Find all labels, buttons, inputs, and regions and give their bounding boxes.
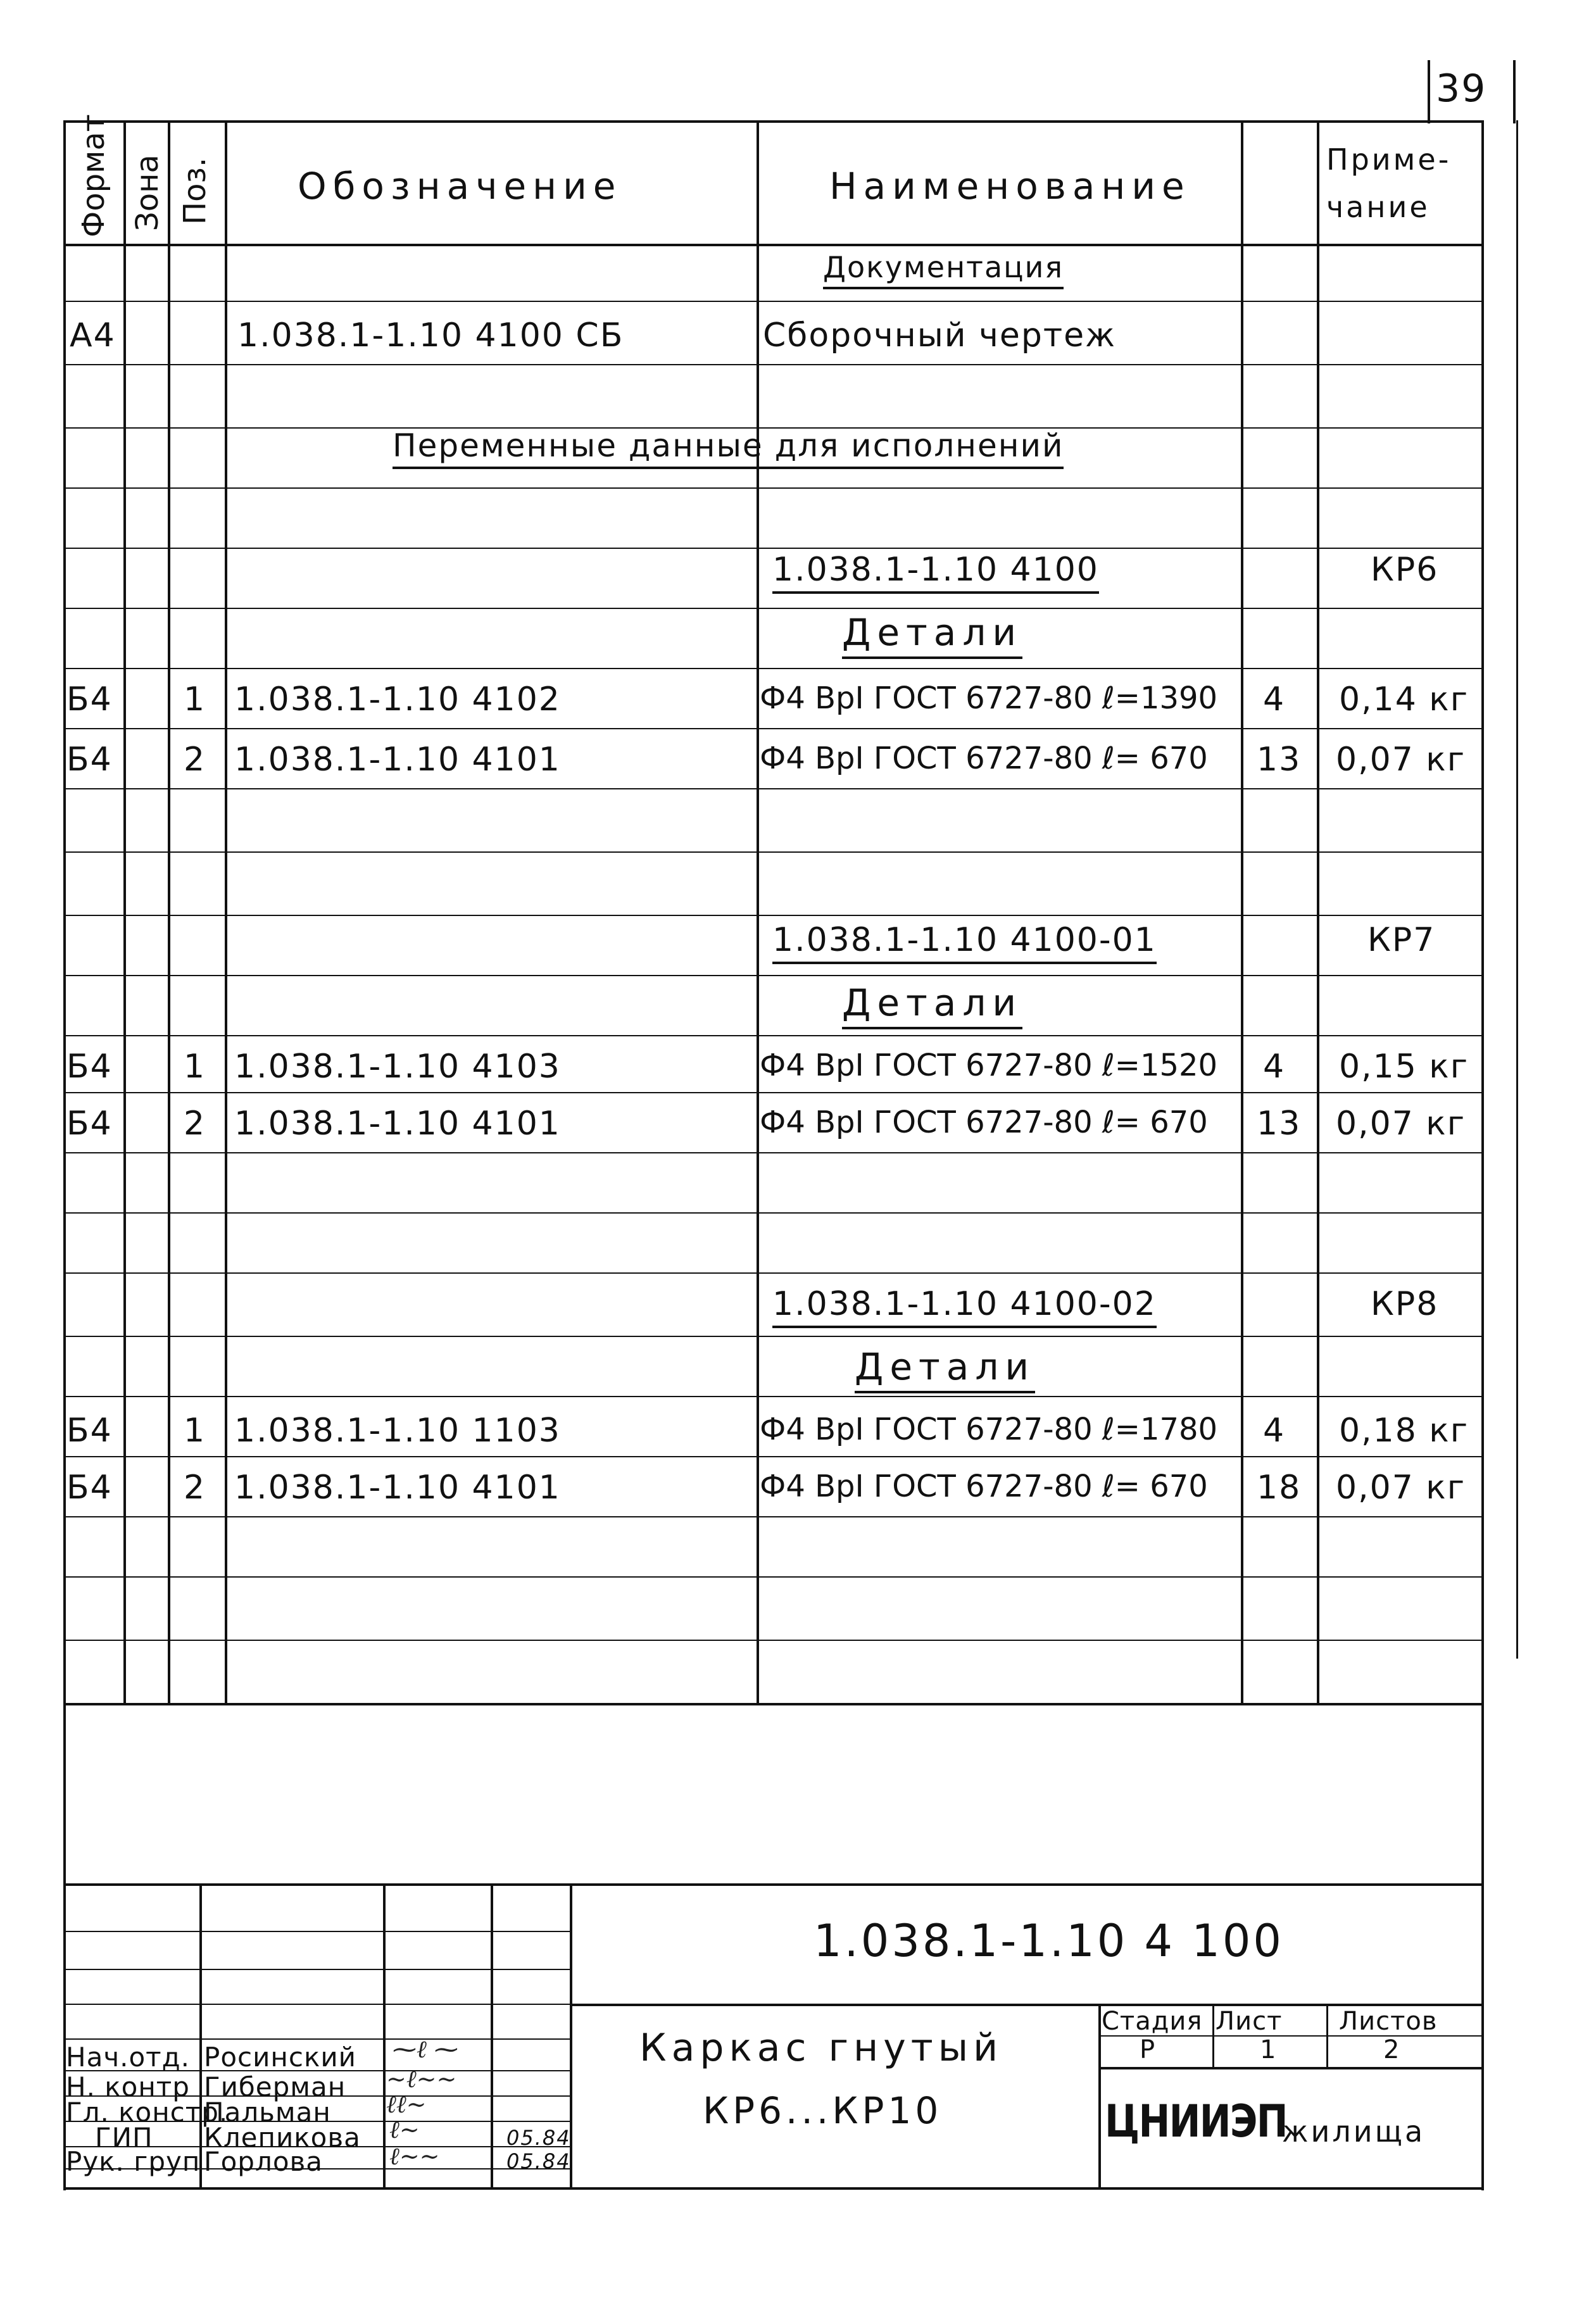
header-designation: Обозначение: [298, 165, 622, 208]
row-qty: 13: [1257, 1105, 1302, 1143]
doc-title-line-2: КР6...КР10: [703, 2089, 943, 2132]
row-designation: 1.038.1-1.10 4103: [234, 1048, 561, 1086]
row-pos: 1: [184, 681, 206, 719]
person-name: Пальман: [204, 2097, 331, 2128]
signature: ∼ℓ∼∼: [386, 2065, 457, 2093]
org-logo: ЦНИИЭП: [1105, 2095, 1287, 2147]
person-role: Н. контр: [66, 2071, 190, 2102]
row-note: 0,07 кг: [1336, 1105, 1466, 1143]
row-designation: 1.038.1-1.10 4102: [234, 681, 561, 719]
row-qty: 4: [1263, 1412, 1286, 1450]
doc-code: 1.038.1-1.10 4 100: [814, 1915, 1284, 1967]
person-role: Нач.отд.: [66, 2042, 191, 2073]
header-format: Формат: [76, 114, 111, 237]
sheet-value: 1: [1260, 2035, 1277, 2064]
person-role: ГИП: [95, 2122, 153, 2153]
header-note-2: чание: [1326, 190, 1430, 224]
person-role: Гл. констр.: [66, 2097, 229, 2128]
person-date: 05.84: [506, 2126, 571, 2150]
row-note: 0,07 кг: [1336, 1469, 1466, 1507]
row-format: Б4: [66, 1048, 113, 1086]
signature: ℓℓ∼: [386, 2090, 427, 2118]
group-code: 1.038.1-1.10 4100: [772, 551, 1099, 594]
row-qty: 13: [1257, 741, 1302, 779]
group-details: Детали: [842, 611, 1022, 659]
group-mark: КР6: [1371, 551, 1439, 589]
person-name: Клепикова: [204, 2122, 361, 2153]
signature: ℓ∼∼: [389, 2142, 440, 2170]
person-date: 05.84: [506, 2149, 571, 2173]
person-name: Горлова: [204, 2146, 324, 2177]
signature: ⁓ℓ ⁓: [393, 2035, 458, 2063]
row-designation: 1.038.1-1.10 4101: [234, 741, 561, 779]
row-name: Ф4 ВрI ГОСТ 6727-80 ℓ= 670: [760, 1469, 1208, 1504]
person-role: Рук. груп: [66, 2146, 201, 2177]
row-pos: 1: [184, 1048, 206, 1086]
row-designation: 1.038.1-1.10 4101: [234, 1105, 561, 1143]
header-note-1: Приме-: [1326, 142, 1452, 177]
group-code: 1.038.1-1.10 4100-01: [772, 921, 1157, 964]
group-details: Детали: [842, 981, 1022, 1029]
row-name: Ф4 ВрI ГОСТ 6727-80 ℓ=1390: [760, 681, 1218, 716]
row-note: 0,18 кг: [1339, 1412, 1469, 1450]
doc-row-name: Сборочный чертеж: [763, 317, 1116, 355]
signature: ℓ∼: [389, 2116, 420, 2144]
doc-row-designation: 1.038.1-1.10 4100 СБ: [237, 317, 624, 355]
person-name: Гиберман: [204, 2071, 346, 2102]
row-format: Б4: [66, 1469, 113, 1507]
row-note: 0,07 кг: [1336, 741, 1466, 779]
sheets-label: Листов: [1339, 2007, 1438, 2036]
group-mark: КР8: [1371, 1285, 1439, 1323]
doc-section-title: Документация: [823, 250, 1064, 289]
sheet-label: Лист: [1216, 2007, 1283, 2036]
group-details: Детали: [855, 1345, 1035, 1393]
row-pos: 2: [184, 741, 206, 779]
stage-label: Стадия: [1102, 2007, 1203, 2036]
row-pos: 1: [184, 1412, 206, 1450]
row-pos: 2: [184, 1469, 206, 1507]
row-designation: 1.038.1-1.10 4101: [234, 1469, 561, 1507]
row-name: Ф4 ВрI ГОСТ 6727-80 ℓ=1520: [760, 1048, 1218, 1083]
header-pos: Поз.: [177, 157, 213, 225]
row-note: 0,15 кг: [1339, 1048, 1469, 1086]
variable-data-title: Переменные данные для исполнений: [393, 427, 1064, 469]
doc-row-format: А4: [70, 317, 116, 355]
row-name: Ф4 ВрI ГОСТ 6727-80 ℓ= 670: [760, 741, 1208, 776]
row-qty: 18: [1257, 1469, 1302, 1507]
row-qty: 4: [1263, 1048, 1286, 1086]
row-name: Ф4 ВрI ГОСТ 6727-80 ℓ= 670: [760, 1105, 1208, 1140]
header-zone: Зона: [130, 154, 165, 231]
stage-value: Р: [1140, 2035, 1156, 2064]
row-qty: 4: [1263, 681, 1286, 719]
row-note: 0,14 кг: [1339, 681, 1469, 719]
row-format: Б4: [66, 741, 113, 779]
header-name: Наименование: [829, 165, 1191, 208]
org-suffix: жилища: [1282, 2114, 1426, 2149]
row-format: Б4: [66, 1105, 113, 1143]
group-mark: КР7: [1367, 921, 1436, 959]
row-designation: 1.038.1-1.10 1103: [234, 1412, 561, 1450]
row-name: Ф4 ВрI ГОСТ 6727-80 ℓ=1780: [760, 1412, 1218, 1447]
row-format: Б4: [66, 681, 113, 719]
person-name: Росинский: [204, 2042, 356, 2073]
page-number: 39: [1436, 66, 1487, 111]
row-pos: 2: [184, 1105, 206, 1143]
group-code: 1.038.1-1.10 4100-02: [772, 1285, 1157, 1328]
sheets-value: 2: [1383, 2035, 1400, 2064]
doc-title-line-1: Каркас гнутый: [639, 2026, 1003, 2070]
row-format: Б4: [66, 1412, 113, 1450]
